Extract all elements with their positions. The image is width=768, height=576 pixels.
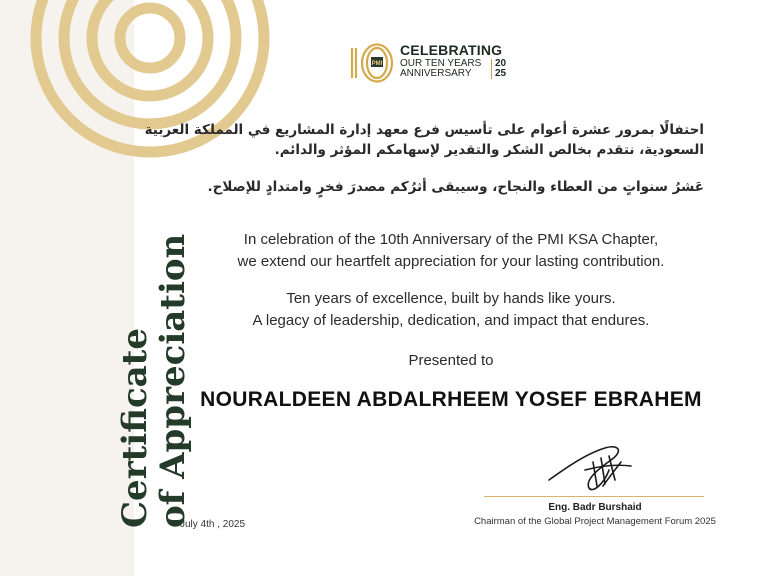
signature-line xyxy=(484,496,704,497)
signer-name: Eng. Badr Burshaid xyxy=(548,502,642,513)
sidebar-panel xyxy=(0,0,193,576)
recipient-name: NOURALDEEN ABDALRHEEM YOSEF EBRAHEM xyxy=(200,388,702,411)
english-paragraph-2 xyxy=(134,288,768,332)
signer-title: Chairman of the Global Project Management Forum 2025 xyxy=(474,516,716,527)
english-paragraph-2-line2: A legacy of leadership, dedication, and impact that endures. xyxy=(252,312,650,329)
arabic-paragraph-2: عَشرُ سنواتٍ من العطاء والنجاح، وسيبقى أثرُكم مصدرَ فخرٍ وامتدادٍ للإصلاح. xyxy=(207,179,704,195)
certificate-title xyxy=(115,233,193,528)
anniversary-logo xyxy=(346,42,516,82)
logo-year-top: 20 xyxy=(495,58,507,69)
certificate-title-line2: of Appreciation xyxy=(153,233,193,528)
arabic-paragraph-1: احتفالًا بمرور عشرة أعوام على تأسيس فرع معهد إدارة المشاريع في المملكة العربية السعودية، نتقدم بخالص الشكر والتقدير لإسهامكم المؤثر والدائم. xyxy=(144,122,704,158)
ten-years-logo-icon xyxy=(346,42,398,82)
decorative-arcs-icon xyxy=(0,0,134,240)
logo-subtitle xyxy=(400,59,481,79)
logo-year xyxy=(491,59,506,79)
presented-to-label: Presented to xyxy=(408,352,494,369)
signature-icon xyxy=(545,440,635,496)
svg-text:PMI: PMI xyxy=(371,61,383,67)
certificate-date: July 4th , 2025 xyxy=(180,519,246,530)
english-paragraph-1-line2: we extend our heartfelt appreciation for your lasting contribution. xyxy=(237,253,665,270)
logo-headline: CELEBRATING xyxy=(400,42,503,58)
logo-line1: OUR TEN YEARS xyxy=(400,58,482,69)
certificate-title-line1: Certificate xyxy=(115,327,155,528)
logo-line2: ANNIVERSARY xyxy=(400,68,472,79)
english-paragraph-1-line1: In celebration of the 10th Anniversary of the PMI KSA Chapter, xyxy=(243,231,659,248)
logo-year-bottom: 25 xyxy=(495,68,507,79)
english-paragraph-1 xyxy=(134,229,768,273)
english-paragraph-2-line1: Ten years of excellence, built by hands like yours. xyxy=(286,290,616,307)
